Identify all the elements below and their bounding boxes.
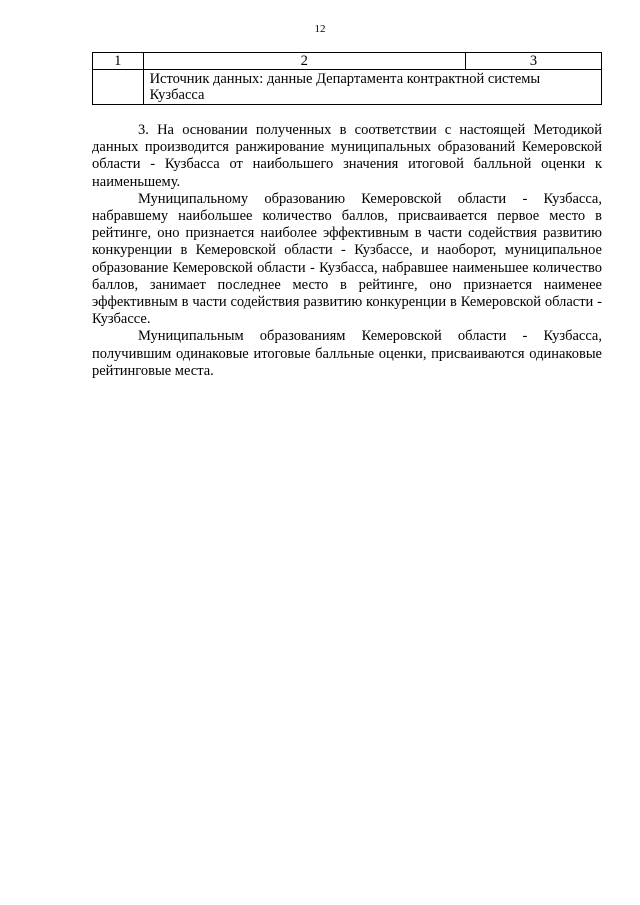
table-empty-cell — [93, 70, 144, 105]
data-table — [92, 52, 602, 105]
table-header-col-3: 3 — [466, 53, 602, 70]
document-body — [92, 122, 602, 380]
paragraph-first-place: Муниципальному образованию Кемеровской области - Кузбасса, набравшему наибольшее количество баллов, присваивается первое место в рейтинге, оно признается наиболее эффективным в части содействия развитию конкуренции в Кемеровской области - Кузбассе, и наоборот, муниципальное образование Кемеровской области - Кузбасса, набравшее наименьшее количество баллов, занимает последнее место в рейтинге, оно признается наименее эффективным в части содействия развитию конкуренции в Кемеровской области - Кузбассе. — [92, 190, 602, 328]
paragraph-equal-scores: Муниципальным образованиям Кемеровской области - Кузбасса, получившим одинаковые итоговые балльные оценки, присваиваются одинаковые рейтинговые места. — [92, 328, 602, 379]
data-source-note: Источник данных: данные Департамента контрактной системы Кузбасса — [143, 70, 601, 105]
page-number: 12 — [314, 23, 326, 35]
table-row — [93, 70, 602, 105]
table-header-col-1: 1 — [93, 53, 144, 70]
table-header-row — [93, 53, 602, 70]
paragraph-ranking-method: 3. На основании полученных в соответствии с настоящей Методикой данных производится ранжирование муниципальных образований Кемеровской области - Кузбасса от наибольшего значения итоговой балльной оценки к наименьшему. — [92, 122, 602, 190]
table-header-col-2: 2 — [143, 53, 465, 70]
